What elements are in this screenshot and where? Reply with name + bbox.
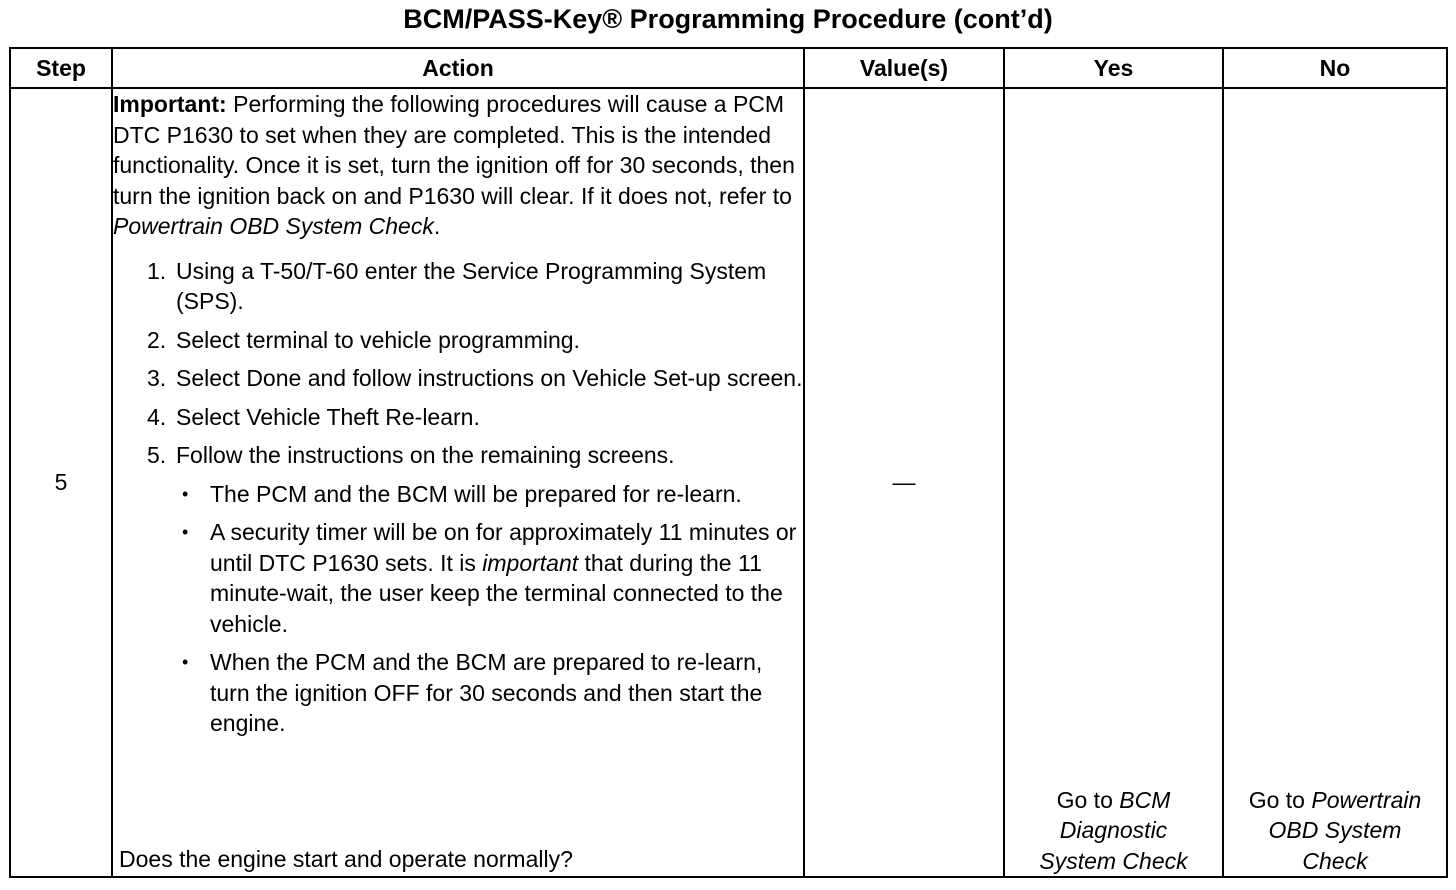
sub-bullets	[176, 479, 803, 739]
step-index: 5.	[147, 442, 167, 468]
procedure-table	[9, 47, 1448, 878]
important-text: Performing the following procedures will cause a PCM DTC P1630 to set when they are completed. This is the intended functionality. Once it is set, turn the ignition off for 30 seconds, then turn the ignition back on and P1630 will clear. If it does not, refer to	[113, 91, 795, 209]
no-line-1	[1224, 785, 1446, 816]
bullet-icon: •	[182, 652, 189, 672]
bullet-text: that during the 11 minute-wait, the user keep the terminal connected to the vehicle.	[210, 549, 783, 637]
no-result	[1223, 88, 1447, 877]
step-text: Select Vehicle Theft Re-learn.	[176, 403, 480, 430]
bullet-text: A security timer will be on for approximately 11 minutes or until DTC P1630 sets. It is	[210, 519, 797, 576]
bullet-item	[182, 479, 803, 510]
no-prefix: Go to	[1248, 786, 1312, 813]
important-note	[113, 89, 803, 242]
step-number: 5	[10, 88, 112, 877]
page-title: BCM/PASS-Key® Programming Procedure (cont’d)	[403, 4, 1053, 34]
step-text: Follow the instructions on the remaining screens.	[176, 442, 675, 468]
no-reference: OBD System	[1268, 817, 1402, 843]
procedure-step	[147, 363, 803, 394]
yes-reference: BCM	[1119, 786, 1171, 813]
yes-result	[1004, 88, 1223, 877]
yes-reference: Diagnostic	[1059, 817, 1168, 843]
important-reference: Powertrain OBD System Check	[113, 213, 434, 239]
yes-prefix: Go to	[1056, 786, 1120, 813]
bullet-emphasis: important	[482, 549, 579, 576]
header-values: Value(s)	[804, 48, 1004, 88]
procedure-step	[147, 402, 803, 433]
header-yes: Yes	[1004, 48, 1223, 88]
step-index: 2.	[147, 326, 167, 353]
no-reference: Check	[1302, 847, 1368, 874]
yes-line-1	[1005, 785, 1222, 816]
step-index: 4.	[147, 403, 167, 430]
bullet-icon: •	[182, 522, 189, 542]
header-no: No	[1223, 48, 1447, 88]
procedure-step	[147, 440, 803, 739]
header-row	[10, 48, 1447, 88]
table-row	[10, 88, 1447, 877]
procedure-step	[147, 325, 803, 356]
step-text: Select Done and follow instructions on Vehicle Set-up screen.	[176, 365, 803, 391]
bullet-text: The PCM and the BCM will be prepared for re-learn.	[210, 480, 742, 507]
step-index: 3.	[147, 365, 167, 391]
action-cell	[112, 88, 804, 877]
header-step: Step	[10, 48, 112, 88]
bullet-item	[182, 517, 803, 639]
step-index: 1.	[147, 257, 167, 284]
value-cell: —	[804, 88, 1004, 877]
bullet-text: When the PCM and the BCM are prepared to re-learn, turn the ignition OFF for 30 seconds and then start the engine.	[210, 649, 763, 736]
question-text: Does the engine start and operate normally?	[119, 845, 573, 872]
bullet-item	[182, 647, 803, 739]
bullet-icon: •	[182, 483, 189, 504]
important-label: Important:	[113, 91, 227, 117]
step-text: Select terminal to vehicle programming.	[176, 326, 580, 353]
procedure-steps	[113, 256, 803, 739]
important-end: .	[433, 213, 441, 239]
header-action: Action	[112, 48, 804, 88]
no-reference: Powertrain	[1311, 786, 1422, 813]
step-text: Using a T-50/T-60 enter the Service Programming System (SPS).	[176, 257, 767, 314]
yes-reference: System Check	[1039, 847, 1188, 874]
procedure-step	[147, 256, 803, 317]
